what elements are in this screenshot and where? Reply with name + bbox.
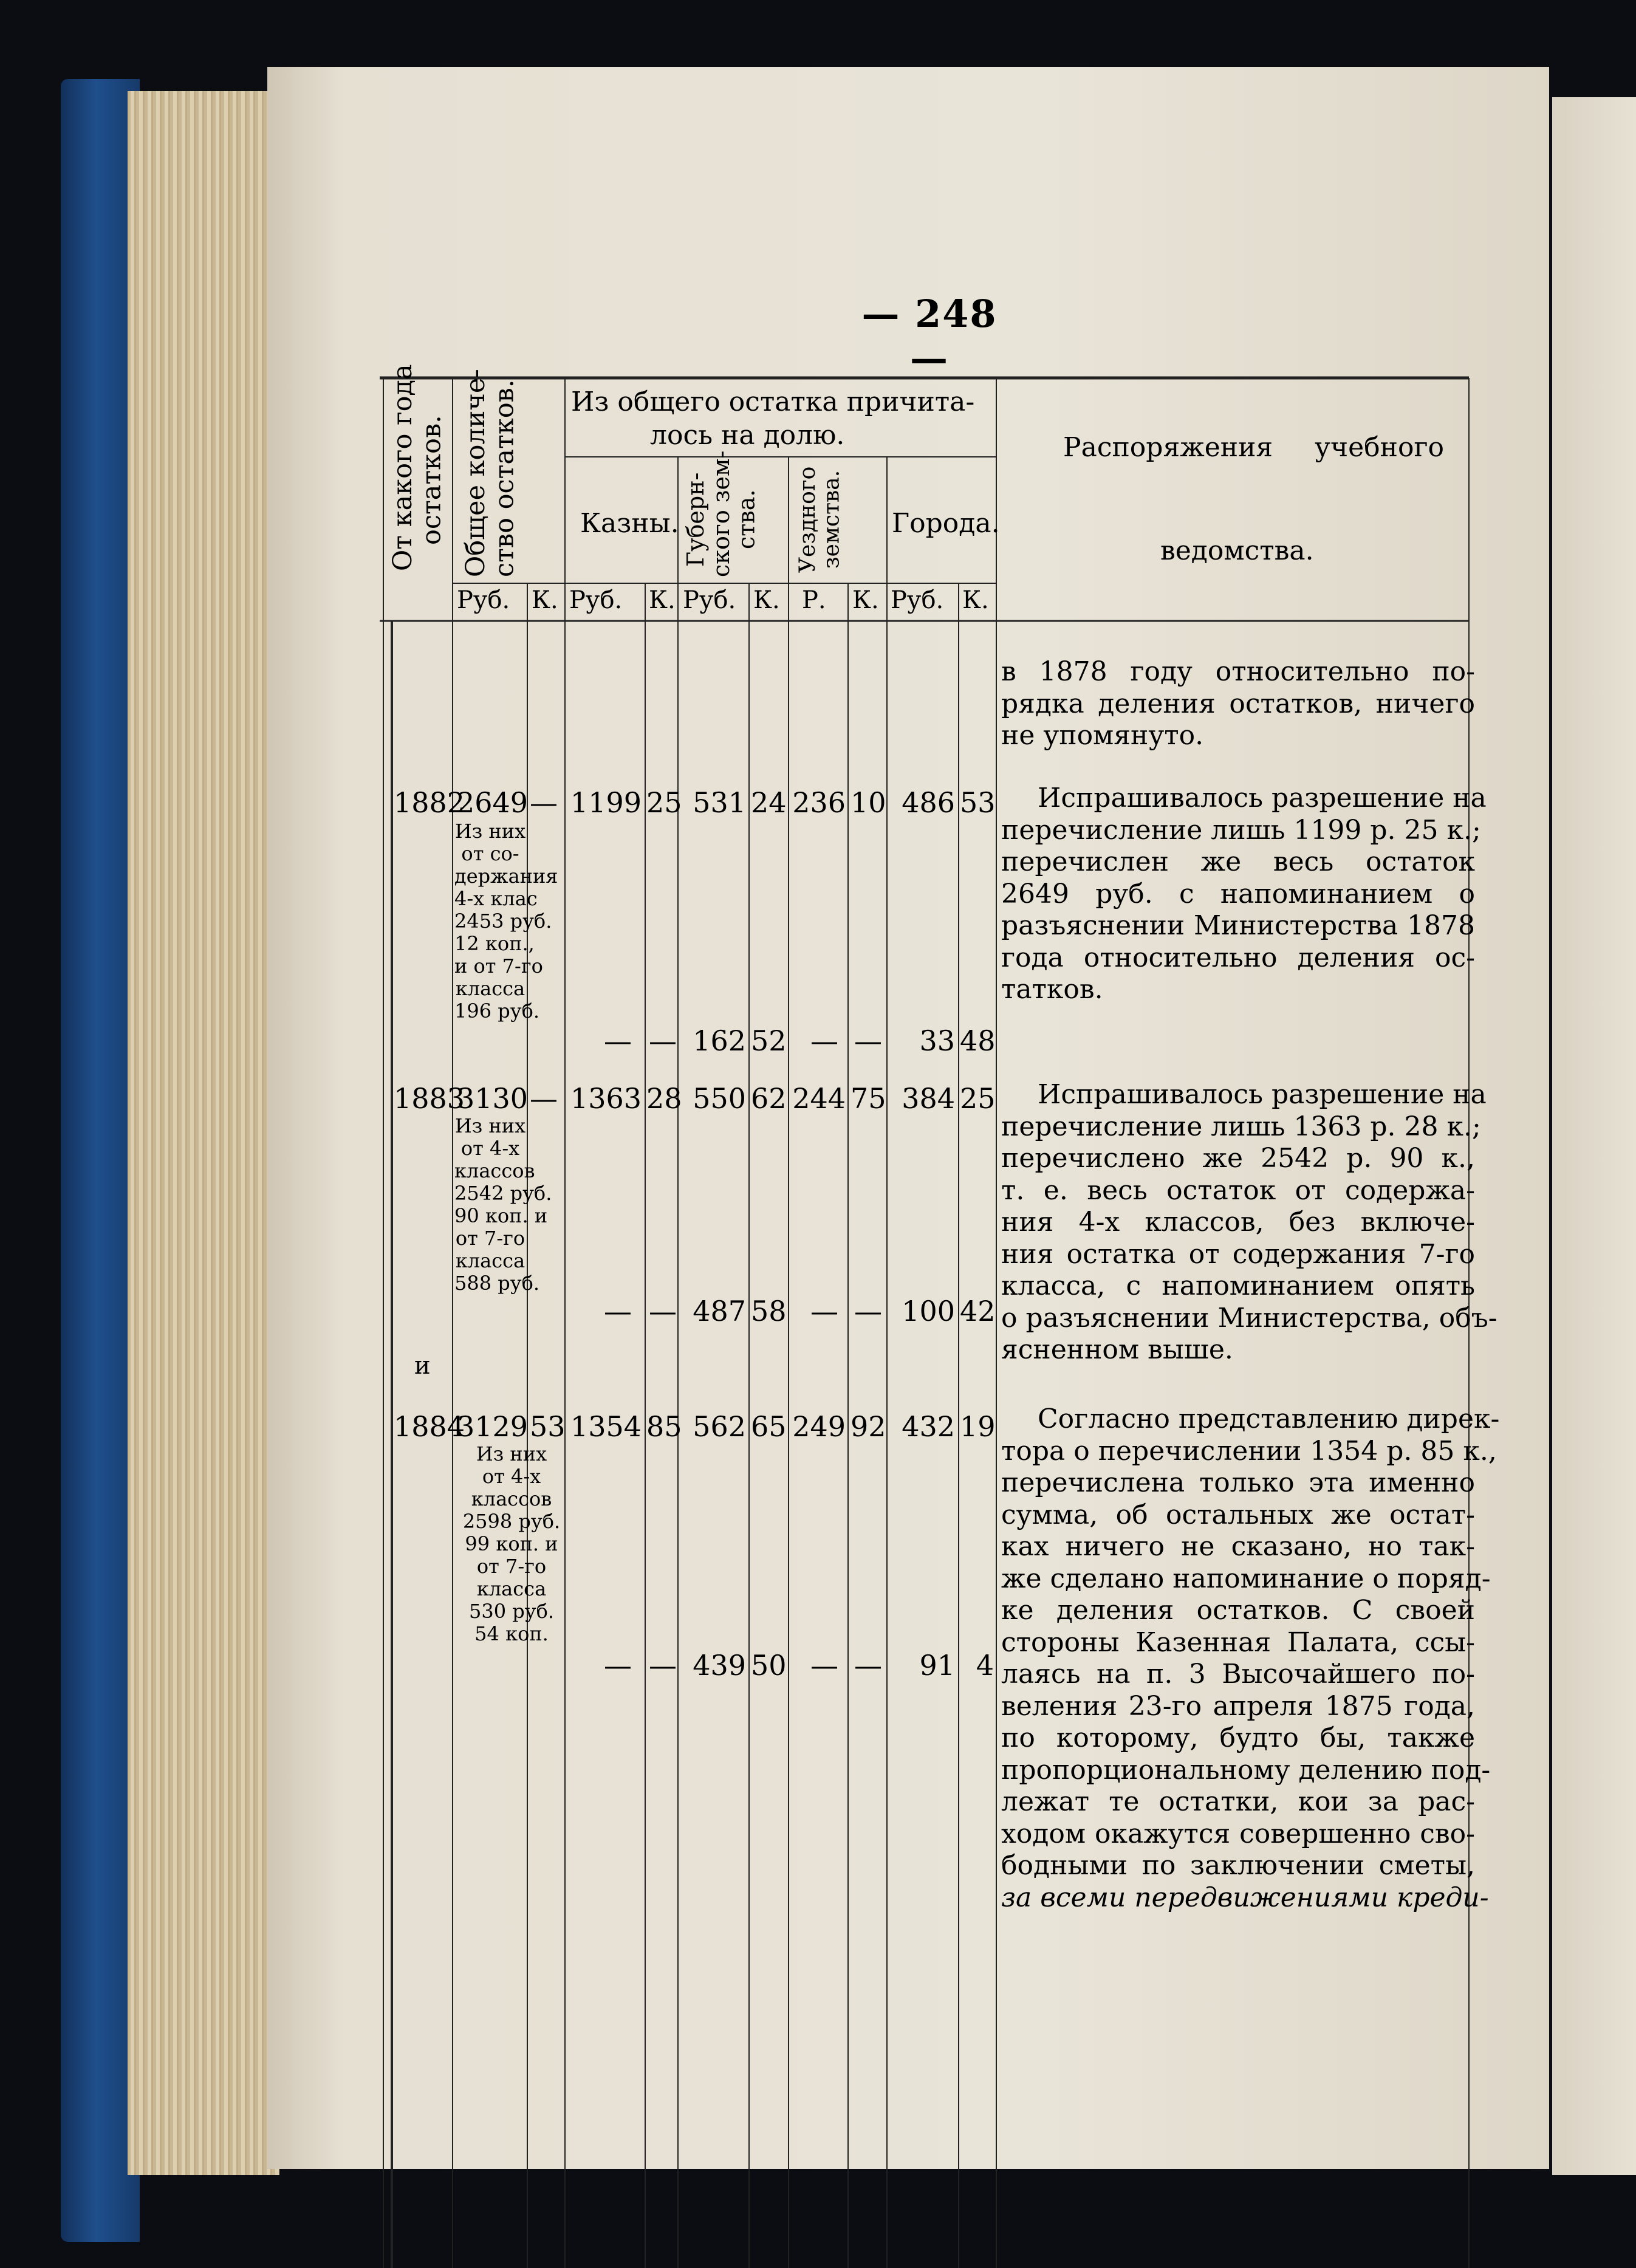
row-1883-sub-uezd-rub: — — [810, 1295, 838, 1328]
col-city-header: Города. — [892, 508, 1000, 539]
col-year-header: От какого года остатков. — [388, 364, 447, 571]
row-1883-year: 1883 — [394, 1082, 465, 1115]
row-1883-sub-treasury-kop: — — [649, 1295, 677, 1328]
row-1883-note: Из них от 4-х классов 2542 руб. 90 коп. и от 7-го класса 588 руб. — [454, 1114, 552, 1295]
row-1882-sub-gubern-kop: 52 — [751, 1024, 787, 1057]
col-uezd-header: Уездного земства. — [795, 466, 844, 573]
row-1883-city-kop: 25 — [960, 1082, 996, 1115]
row-1884-sub-gubern-rub: 439 — [693, 1649, 746, 1682]
row-1882-city-rub: 486 — [902, 786, 955, 819]
row-1882-uezd-rub: 236 — [792, 786, 846, 819]
row-1884-note: Из них от 4-х классов 2598 руб. 99 коп. и от 7-го класса 530 руб. 54 коп. — [462, 1442, 561, 1645]
row-1882-year: 1882 — [394, 786, 465, 819]
row-1884-city-kop: 19 — [960, 1410, 996, 1443]
unit-uezd-kop: К. — [852, 586, 879, 614]
row-1882-sub-gubern-rub: 162 — [693, 1024, 746, 1057]
unit-treasury-rub: Руб. — [569, 586, 623, 614]
remark-intro: в 1878 году относительно по- рядка деления остатков, ничего не упомянуто. — [1001, 656, 1475, 751]
row-1882-gubern-kop: 24 — [751, 786, 787, 819]
row-1883-gubern-rub: 550 — [693, 1082, 746, 1115]
row-1882-sub-treasury-kop: — — [649, 1024, 677, 1057]
row-1882-sub-city-kop: 48 — [960, 1024, 996, 1057]
row-1882-total-kop: — — [530, 786, 558, 819]
unit-gubern-kop: К. — [753, 586, 780, 614]
col-orders-header: Распоряжения учебного — [1063, 432, 1444, 463]
row-1882-city-kop: 53 — [960, 786, 996, 819]
row-1884-sub-gubern-kop: 50 — [751, 1649, 787, 1682]
remark-1882: Испрашивалось разрешение на перечисление лишь 1199 р. 25 к.; перечислен же весь остаток 2649 руб. с напоминанием о разъяснении Министерства 1878 года относительно деления ос- татков. — [1001, 783, 1487, 1005]
row-1884-treasury-kop: 85 — [646, 1410, 682, 1443]
page-number: — 248 — — [861, 292, 998, 380]
row-1882-uezd-kop: 10 — [851, 786, 886, 819]
row-1884-total-rub: 3129 — [457, 1410, 529, 1443]
row-1883-treasury-rub: 1363 — [570, 1082, 642, 1115]
unit-gubern-rub: Руб. — [683, 586, 736, 614]
row-1883-sub-gubern-kop: 58 — [751, 1295, 787, 1328]
row-1882-sub-city-rub: 33 — [919, 1024, 955, 1057]
unit-city-rub: Руб. — [891, 586, 944, 614]
row-1882-treasury-rub: 1199 — [570, 786, 642, 819]
row-1883-uezd-rub: 244 — [792, 1082, 846, 1115]
row-1884-sub-uezd-kop: — — [854, 1649, 882, 1682]
row-1883-sub-uezd-kop: — — [854, 1295, 882, 1328]
row-1883-sub-gubern-rub: 487 — [693, 1295, 746, 1328]
row-1883-city-rub: 384 — [902, 1082, 955, 1115]
unit-total-kop: К. — [532, 586, 558, 614]
row-1884-uezd-kop: 92 — [851, 1410, 886, 1443]
row-1884-sub-uezd-rub: — — [810, 1649, 838, 1682]
row-1883-sub-city-kop: 42 — [960, 1295, 996, 1328]
row-1884-gubern-kop: 65 — [751, 1410, 787, 1443]
row-1882-sub-treasury-rub: — — [604, 1024, 632, 1057]
row-1882-sub-uezd-kop: — — [854, 1024, 882, 1057]
row-1884-year: 1884 — [394, 1410, 465, 1443]
row-1882-note: Из них от со- держания 4-х клас 2453 руб. 12 коп., и от 7-го класса 196 руб. — [454, 820, 558, 1023]
row-1882-gubern-rub: 531 — [693, 786, 746, 819]
row-1883-uezd-kop: 75 — [851, 1082, 886, 1115]
row-1884-sub-treasury-kop: — — [649, 1649, 677, 1682]
row-1883-sub-city-rub: 100 — [902, 1295, 955, 1328]
col-share-header-2: лось на долю. — [650, 420, 845, 451]
row-1884-treasury-rub: 1354 — [570, 1410, 642, 1443]
remark-1883: Испрашивалось разрешение на перечисление лишь 1363 р. 28 к.; перечислено же 2542 р. 90 к., т. е. весь остаток от содержа- ния 4-х классов, без включе- ния остатка от содержания 7-го класса, с напоминанием опять о разъяснении Министерства, объ- ясненном выше. — [1001, 1079, 1497, 1365]
col-treasury-header: Казны. — [580, 508, 679, 539]
remark-1884: Согласно представлению дирек- тора о перечислении 1354 р. 85 к., перечислена только эта именно сумма, об остальных же остат- ках ничего не сказано, но так- же сделано напоминание о поряд- ке деления остатков. С своей стороны Казенная Палата, ссы- лаясь на п. 3 Высочайшего по- веления 23-го апреля 1875 года, по которому, будто бы, также пропорциональному делению под- лежат те остатки, кои за рас- ходом окажутся совершенно сво- бодными по заключении сметы, за всеми передвижениями креди- — [1001, 1403, 1500, 1913]
row-1883-sub-treasury-rub: — — [604, 1295, 632, 1328]
row-1884-sub-treasury-rub: — — [604, 1649, 632, 1682]
unit-city-kop: К. — [962, 586, 989, 614]
row-1882-total-rub: 2649 — [457, 786, 529, 819]
row-1884-uezd-rub: 249 — [792, 1410, 846, 1443]
row-1884-city-rub: 432 — [902, 1410, 955, 1443]
row-1882-treasury-kop: 25 — [646, 786, 682, 819]
unit-treasury-kop: К. — [649, 586, 676, 614]
unit-uezd-rub: Р. — [802, 586, 826, 614]
row-1883-total-rub: 3130 — [457, 1082, 529, 1115]
col-share-header-1: Из общего остатка причита- — [571, 386, 975, 417]
conjunction-and: и — [414, 1352, 431, 1380]
col-orders-header-2: ведомства. — [1160, 535, 1314, 566]
unit-total-rub: Руб. — [457, 586, 510, 614]
row-1882-sub-uezd-rub: — — [810, 1024, 838, 1057]
row-1883-treasury-kop: 28 — [646, 1082, 682, 1115]
row-1883-gubern-kop: 62 — [751, 1082, 787, 1115]
row-1884-total-kop: 53 — [530, 1410, 566, 1443]
row-1883-total-kop: — — [530, 1082, 558, 1115]
row-1884-gubern-rub: 562 — [693, 1410, 746, 1443]
col-gubern-header: Губерн- ского зем- ства. — [682, 450, 760, 577]
col-total-header: Общее количе- ство остатков. — [460, 369, 520, 577]
row-1884-sub-city-kop: 4 — [976, 1649, 994, 1682]
row-1884-sub-city-rub: 91 — [919, 1649, 955, 1682]
